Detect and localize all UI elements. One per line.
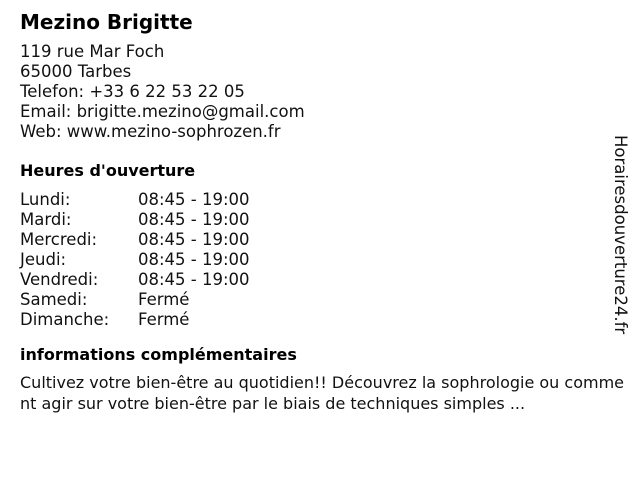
phone-number[interactable]: Telefon: +33 6 22 53 22 05 — [20, 82, 245, 101]
street-address: 119 rue Mar Foch — [20, 42, 165, 61]
day-label: Mardi: — [20, 210, 72, 229]
email-address[interactable]: Email: brigitte.mezino@gmail.com — [20, 102, 305, 121]
hours-row — [20, 290, 250, 310]
day-hours: Fermé — [138, 310, 190, 329]
additional-info-title: informations complémentaires — [20, 345, 297, 364]
hours-row — [20, 270, 250, 290]
city-address: 65000 Tarbes — [20, 62, 132, 81]
day-label: Samedi: — [20, 290, 88, 309]
opening-hours-title: Heures d'ouverture — [20, 161, 196, 180]
hours-row — [20, 230, 250, 250]
website-link[interactable]: Web: www.mezino-sophrozen.fr — [20, 122, 281, 141]
day-hours: Fermé — [138, 290, 190, 309]
business-card — [20, 9, 630, 414]
day-hours: 08:45 - 19:00 — [138, 250, 250, 269]
day-hours: 08:45 - 19:00 — [138, 270, 250, 289]
day-hours: 08:45 - 19:00 — [138, 230, 250, 249]
site-watermark-label: Horairesdouverture24.fr — [611, 135, 630, 335]
day-hours: 08:45 - 19:00 — [138, 190, 250, 209]
hours-row — [20, 210, 250, 230]
hours-row — [20, 250, 250, 270]
day-hours: 08:45 - 19:00 — [138, 210, 250, 229]
hours-row — [20, 310, 250, 330]
day-label: Mercredi: — [20, 230, 98, 249]
opening-hours-table — [20, 190, 250, 330]
additional-info-text: Cultivez votre bien-être au quotidien!! Découvrez la sophrologie ou comment agir sur votre bien-être par le biais de techniques simples ... — [20, 373, 624, 413]
contact-block — [20, 42, 630, 142]
day-label: Vendredi: — [20, 270, 99, 289]
day-label: Jeudi: — [20, 250, 67, 269]
day-label: Lundi: — [20, 190, 71, 209]
day-label: Dimanche: — [20, 310, 110, 329]
hours-row — [20, 190, 250, 210]
business-name: Mezino Brigitte — [20, 10, 193, 34]
